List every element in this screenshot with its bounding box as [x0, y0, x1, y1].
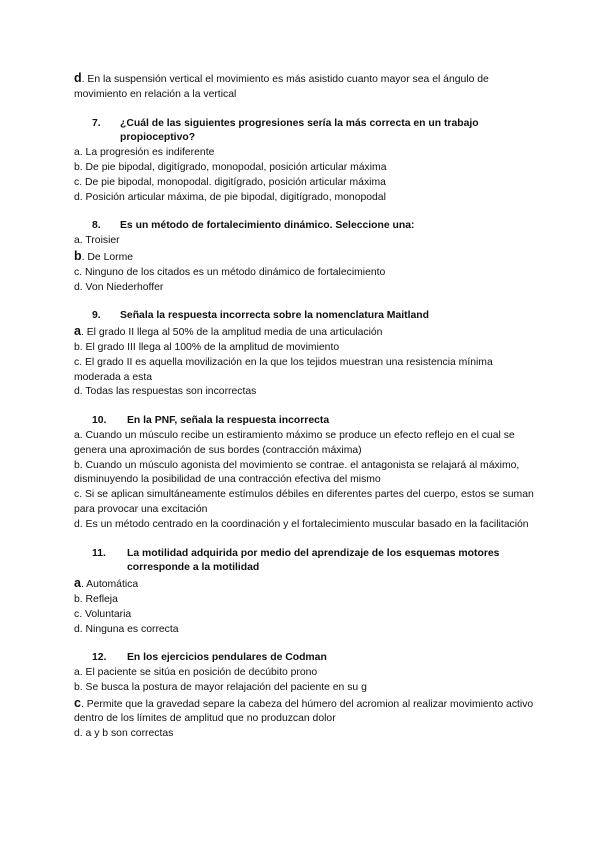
option-text: . El grado II es aquella movilización en la que los tejidos muestran una resistencia mínima moderada a esta [74, 356, 493, 383]
question-number: 9. [92, 310, 101, 322]
option-text: . En la suspensión vertical el movimiento es más asistido cuanto mayor sea el ángulo de movimiento en relación a la vertical [74, 74, 489, 100]
prev-question-option-d [74, 71, 534, 103]
option-letter: a [74, 667, 80, 679]
option-b [74, 249, 534, 266]
option-text: . Cuando un músculo agonista del movimiento se contrae. el antagonista se relajará al máximo, disminuyendo la posibilidad de una contracción efectiva del mismo [74, 459, 520, 486]
option-text: . Se busca la postura de mayor relajación del paciente en su g [79, 681, 367, 693]
question-text: Es un método de fortalecimiento dinámico. Seleccione una: [120, 220, 415, 232]
option-b [74, 161, 534, 176]
option-letter: a [74, 147, 80, 159]
option-letter: d [74, 623, 80, 635]
option-a [74, 666, 534, 681]
option-c [74, 356, 534, 386]
option-text: . Ninguno de los citados es un método dinámico de fortalecimiento [79, 266, 386, 278]
option-letter: b [74, 161, 80, 173]
option-letter: a [74, 576, 81, 591]
question-number: 8. [92, 220, 101, 232]
option-text: . Es un método centrado en la coordinación y el fortalecimiento muscular basado en la facilitación [79, 518, 529, 530]
option-text: . De pie bipodal, monopodal. digitígrado, posición articular máxima [79, 176, 386, 188]
option-letter: a [74, 429, 80, 441]
option-text: . De Lorme [81, 251, 134, 263]
option-letter: c [74, 176, 80, 188]
question-heading [74, 219, 534, 234]
option-text: . El paciente se sitúa en posición de decúbito prono [79, 667, 318, 679]
option-letter: d [74, 728, 80, 740]
option-letter: b [74, 341, 80, 353]
option-d [74, 191, 534, 206]
option-letter: c [74, 489, 80, 501]
option-b [74, 459, 534, 489]
option-d [74, 623, 534, 638]
option-b [74, 593, 534, 608]
option-a [74, 429, 534, 459]
option-d [74, 281, 534, 296]
option-c [74, 608, 534, 623]
option-letter: d [74, 281, 80, 293]
question-text: En la PNF, señala la respuesta incorrecta [127, 415, 330, 427]
question-heading [74, 651, 534, 666]
option-letter: a [74, 235, 80, 247]
question-9 [74, 309, 534, 400]
option-letter: b [74, 248, 82, 263]
question-text: ¿Cuál de las siguientes progresiones sería la más correcta en un trabajo propioceptivo? [120, 117, 479, 144]
option-letter: b [74, 681, 80, 693]
option-b [74, 341, 534, 356]
option-c [74, 266, 534, 281]
question-number: 11. [92, 547, 106, 559]
question-number: 7. [92, 117, 101, 129]
option-text: . Permite que la gravedad separe la cabeza del húmero del acromion al realizar movimiento activo dentro de los límites de amplitud que no produzcan dolor [74, 698, 534, 725]
question-number: 12. [92, 652, 107, 664]
option-b [74, 681, 534, 696]
option-a [74, 234, 534, 249]
question-8 [74, 219, 534, 295]
option-letter: b [74, 459, 80, 471]
option-text: . Ninguna es correcta [79, 623, 179, 635]
option-c [74, 176, 534, 191]
option-d [74, 385, 534, 400]
question-number: 10. [92, 415, 107, 427]
question-10 [74, 414, 534, 532]
question-text: La motilidad adquirida por medio del aprendizaje de los esquemas motores corresponde a la motilidad [127, 547, 500, 574]
option-text: . Von Niederhoffer [79, 281, 164, 293]
option-text: . Todas las respuestas son incorrectas [79, 386, 257, 398]
option-letter: d [74, 518, 80, 530]
question-text: En los ejercicios pendulares de Codman [127, 652, 327, 664]
option-letter: c [74, 695, 81, 710]
question-heading [74, 414, 534, 429]
option-text: . Automática [80, 579, 139, 591]
question-heading [74, 309, 534, 324]
option-d [74, 727, 534, 742]
option-letter: c [74, 608, 80, 620]
option-text: . Voluntaria [79, 608, 132, 620]
option-text: . a y b son correctas [79, 728, 174, 740]
option-text: . El grado II llega al 50% de la amplitud media de una articulación [80, 327, 383, 339]
option-text: . De pie bipodal, digitígrado, monopodal, posición articular máxima [79, 161, 387, 173]
option-letter: c [74, 266, 80, 278]
option-text: . El grado III llega al 100% de la amplitud de movimiento [79, 341, 340, 353]
option-letter: c [74, 356, 80, 368]
document-page [74, 71, 534, 742]
question-12 [74, 651, 534, 742]
option-c [74, 696, 534, 728]
question-11 [74, 547, 534, 638]
option-text: . La progresión es indiferente [79, 147, 215, 159]
option-text: . Si se aplican simultáneamente estímulos débiles en diferentes partes del cuerpo, estos se suman para provocar una excitación [74, 489, 534, 515]
option-a [74, 146, 534, 161]
option-letter: b [74, 593, 80, 605]
option-text: . Posición articular máxima, de pie bipodal, digitígrado, monopodal [79, 191, 386, 203]
option-a [74, 576, 534, 593]
option-letter: d [74, 71, 82, 85]
option-letter: a [74, 324, 81, 339]
question-7 [74, 117, 534, 206]
option-text: . Refleja [79, 593, 118, 605]
question-text: Señala la respuesta incorrecta sobre la nomenclatura Maitland [120, 310, 429, 322]
question-heading [74, 547, 534, 577]
option-c [74, 488, 534, 518]
option-text: . Troisier [79, 235, 120, 247]
option-letter: d [74, 191, 80, 203]
option-d [74, 518, 534, 533]
option-text: . Cuando un músculo recibe un estiramiento máximo se produce un efecto reflejo en el cual se genera una aproximación de sus bordes (contracción máxima) [74, 429, 515, 456]
option-letter: d [74, 386, 80, 398]
question-heading [74, 117, 534, 147]
option-a [74, 324, 534, 341]
